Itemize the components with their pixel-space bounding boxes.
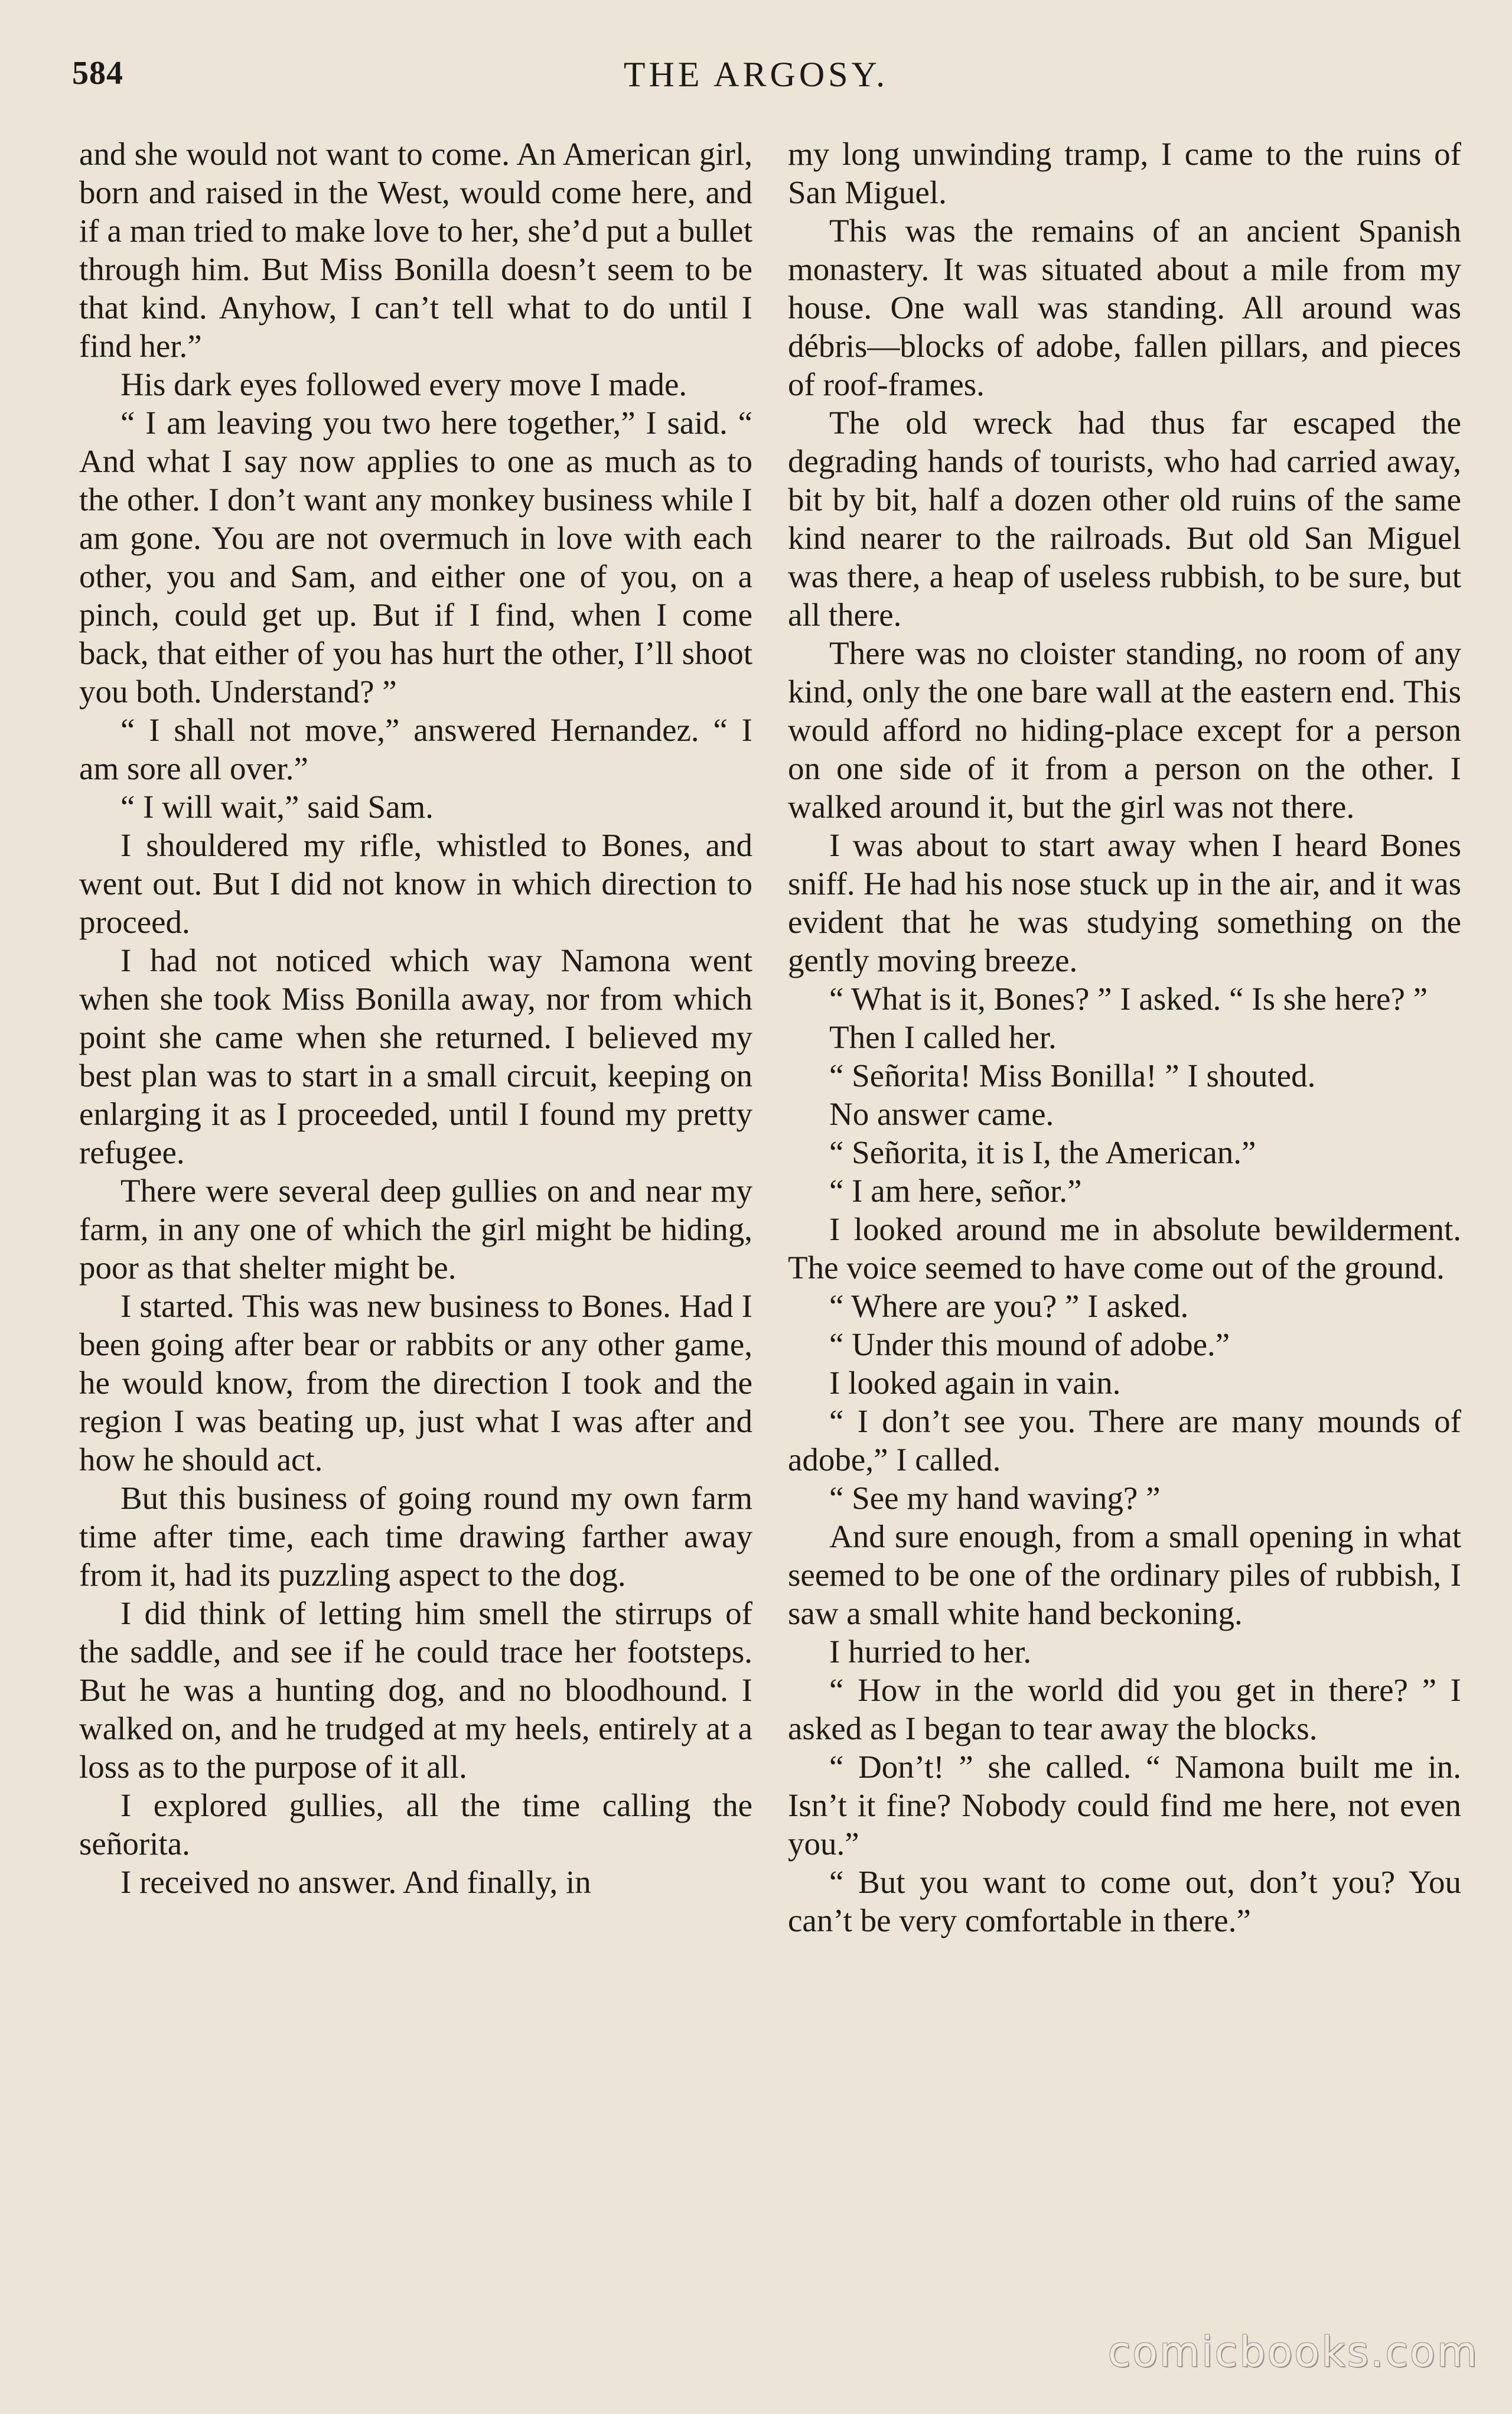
paragraph: The old wreck had thus far escaped the degrading hands of tourists, who had carried away, bit by bit, half a dozen other old ruins of the same kind nearer to the railroads. But old San Miguel was there, a heap of useless rubbish, to be sure, but all there. <box>788 405 1461 633</box>
paragraph: “ Señorita, it is I, the American.” <box>829 1134 1256 1170</box>
paragraph: “ What is it, Bones? ” I asked. “ Is she here? ” <box>829 981 1428 1017</box>
paragraph: “ Don’t! ” she called. “ Namona built me in. Isn’t it fine? Nobody could find me here, not even you.” <box>788 1749 1461 1862</box>
paragraph: “ I don’t see you. There are many mounds of adobe,” I called. <box>788 1403 1461 1478</box>
paragraph: “ Where are you? ” I asked. <box>829 1288 1189 1324</box>
right-column <box>788 135 1461 1940</box>
paragraph: “ I shall not move,” answered Hernandez. “ I am sore all over.” <box>79 712 752 786</box>
paragraph: “ How in the world did you get in there? ” I asked as I began to tear away the blocks. <box>788 1672 1461 1746</box>
paragraph: my long unwinding tramp, I came to the ruins of San Miguel. <box>788 136 1461 210</box>
paragraph: “ I am here, señor.” <box>829 1173 1082 1209</box>
paragraph: There were several deep gullies on and near my farm, in any one of which the girl might be hiding, poor as that shelter might be. <box>79 1173 752 1286</box>
paragraph: I was about to start away when I heard Bones sniff. He had his nose stuck up in the air, and it was evident that he was studying something on the gently moving breeze. <box>788 827 1461 978</box>
watermark: comicbooks.com <box>1107 2328 1479 2376</box>
paragraph: “ But you want to come out, don’t you? You can’t be very comfortable in there.” <box>788 1864 1461 1938</box>
paragraph: And sure enough, from a small opening in what seemed to be one of the ordinary piles of rubbish, I saw a small white hand beckoning. <box>788 1518 1461 1631</box>
page-number: 584 <box>72 55 123 92</box>
paragraph: I looked again in vain. <box>829 1365 1121 1401</box>
paragraph: I hurried to her. <box>829 1634 1032 1670</box>
page-header <box>0 54 1512 102</box>
paragraph: “ See my hand waving? ” <box>829 1480 1161 1516</box>
paragraph: Then I called her. <box>829 1019 1057 1055</box>
paragraph: I looked around me in absolute bewilderment. The voice seemed to have come out of the ground. <box>788 1211 1461 1286</box>
paragraph: I started. This was new business to Bones. Had I been going after bear or rabbits or any other game, he would know, from the direction I took and the region I was beating up, just what I was after and how he should act. <box>79 1288 752 1478</box>
paragraph: No answer came. <box>829 1096 1054 1132</box>
paragraph: But this business of going round my own farm time after time, each time drawing farther away from it, had its puzzling aspect to the dog. <box>79 1480 752 1593</box>
paragraph: “ I am leaving you two here together,” I said. “ And what I say now applies to one as much as to the other. I don’t want any monkey business while I am gone. You are not overmuch in love with each other, you and Sam, and either one of you, on a pinch, could get up. But if I find, when I come back, that either of you has hurt the other, I’ll shoot you both. Understand? ” <box>79 405 752 710</box>
running-title: THE ARGOSY. <box>623 55 889 94</box>
left-column <box>79 135 752 1901</box>
paragraph: There was no cloister standing, no room of any kind, only the one bare wall at the eastern end. This would afford no hiding-place except for a person on one side of it from a person on the other. I walked around it, but the girl was not there. <box>788 635 1461 825</box>
paragraph: and she would not want to come. An American girl, born and raised in the West, would come here, and if a man tried to make love to her, she’d put a bullet through him. But Miss Bonilla doesn’t seem to be that kind. Anyhow, I can’t tell what to do until I find her.” <box>79 136 752 364</box>
paragraph: “ I will wait,” said Sam. <box>120 789 434 825</box>
paragraph: This was the remains of an ancient Spanish monastery. It was situated about a mile from my house. One wall was standing. All around was débris—blocks of adobe, fallen pillars, and pieces of roof-frames. <box>788 213 1461 402</box>
paragraph: “ Under this mound of adobe.” <box>829 1326 1230 1362</box>
paragraph: “ Señorita! Miss Bonilla! ” I shouted. <box>829 1058 1316 1094</box>
paragraph: I had not noticed which way Namona went when she took Miss Bonilla away, nor from which point she came when she returned. I believed my best plan was to start in a small circuit, keeping on enlarging it as I proceeded, until I found my pretty refugee. <box>79 942 752 1170</box>
paragraph: I received no answer. And finally, in <box>120 1864 591 1900</box>
paragraph: I shouldered my rifle, whistled to Bones, and went out. But I did not know in which direction to proceed. <box>79 827 752 940</box>
paragraph: I explored gullies, all the time calling the señorita. <box>79 1787 752 1862</box>
paragraph: I did think of letting him smell the stirrups of the saddle, and see if he could trace her footsteps. But he was a hunting dog, and no bloodhound. I walked on, and he trudged at my heels, entirely at a loss as to the purpose of it all. <box>79 1595 752 1785</box>
paragraph: His dark eyes followed every move I made. <box>120 366 687 402</box>
